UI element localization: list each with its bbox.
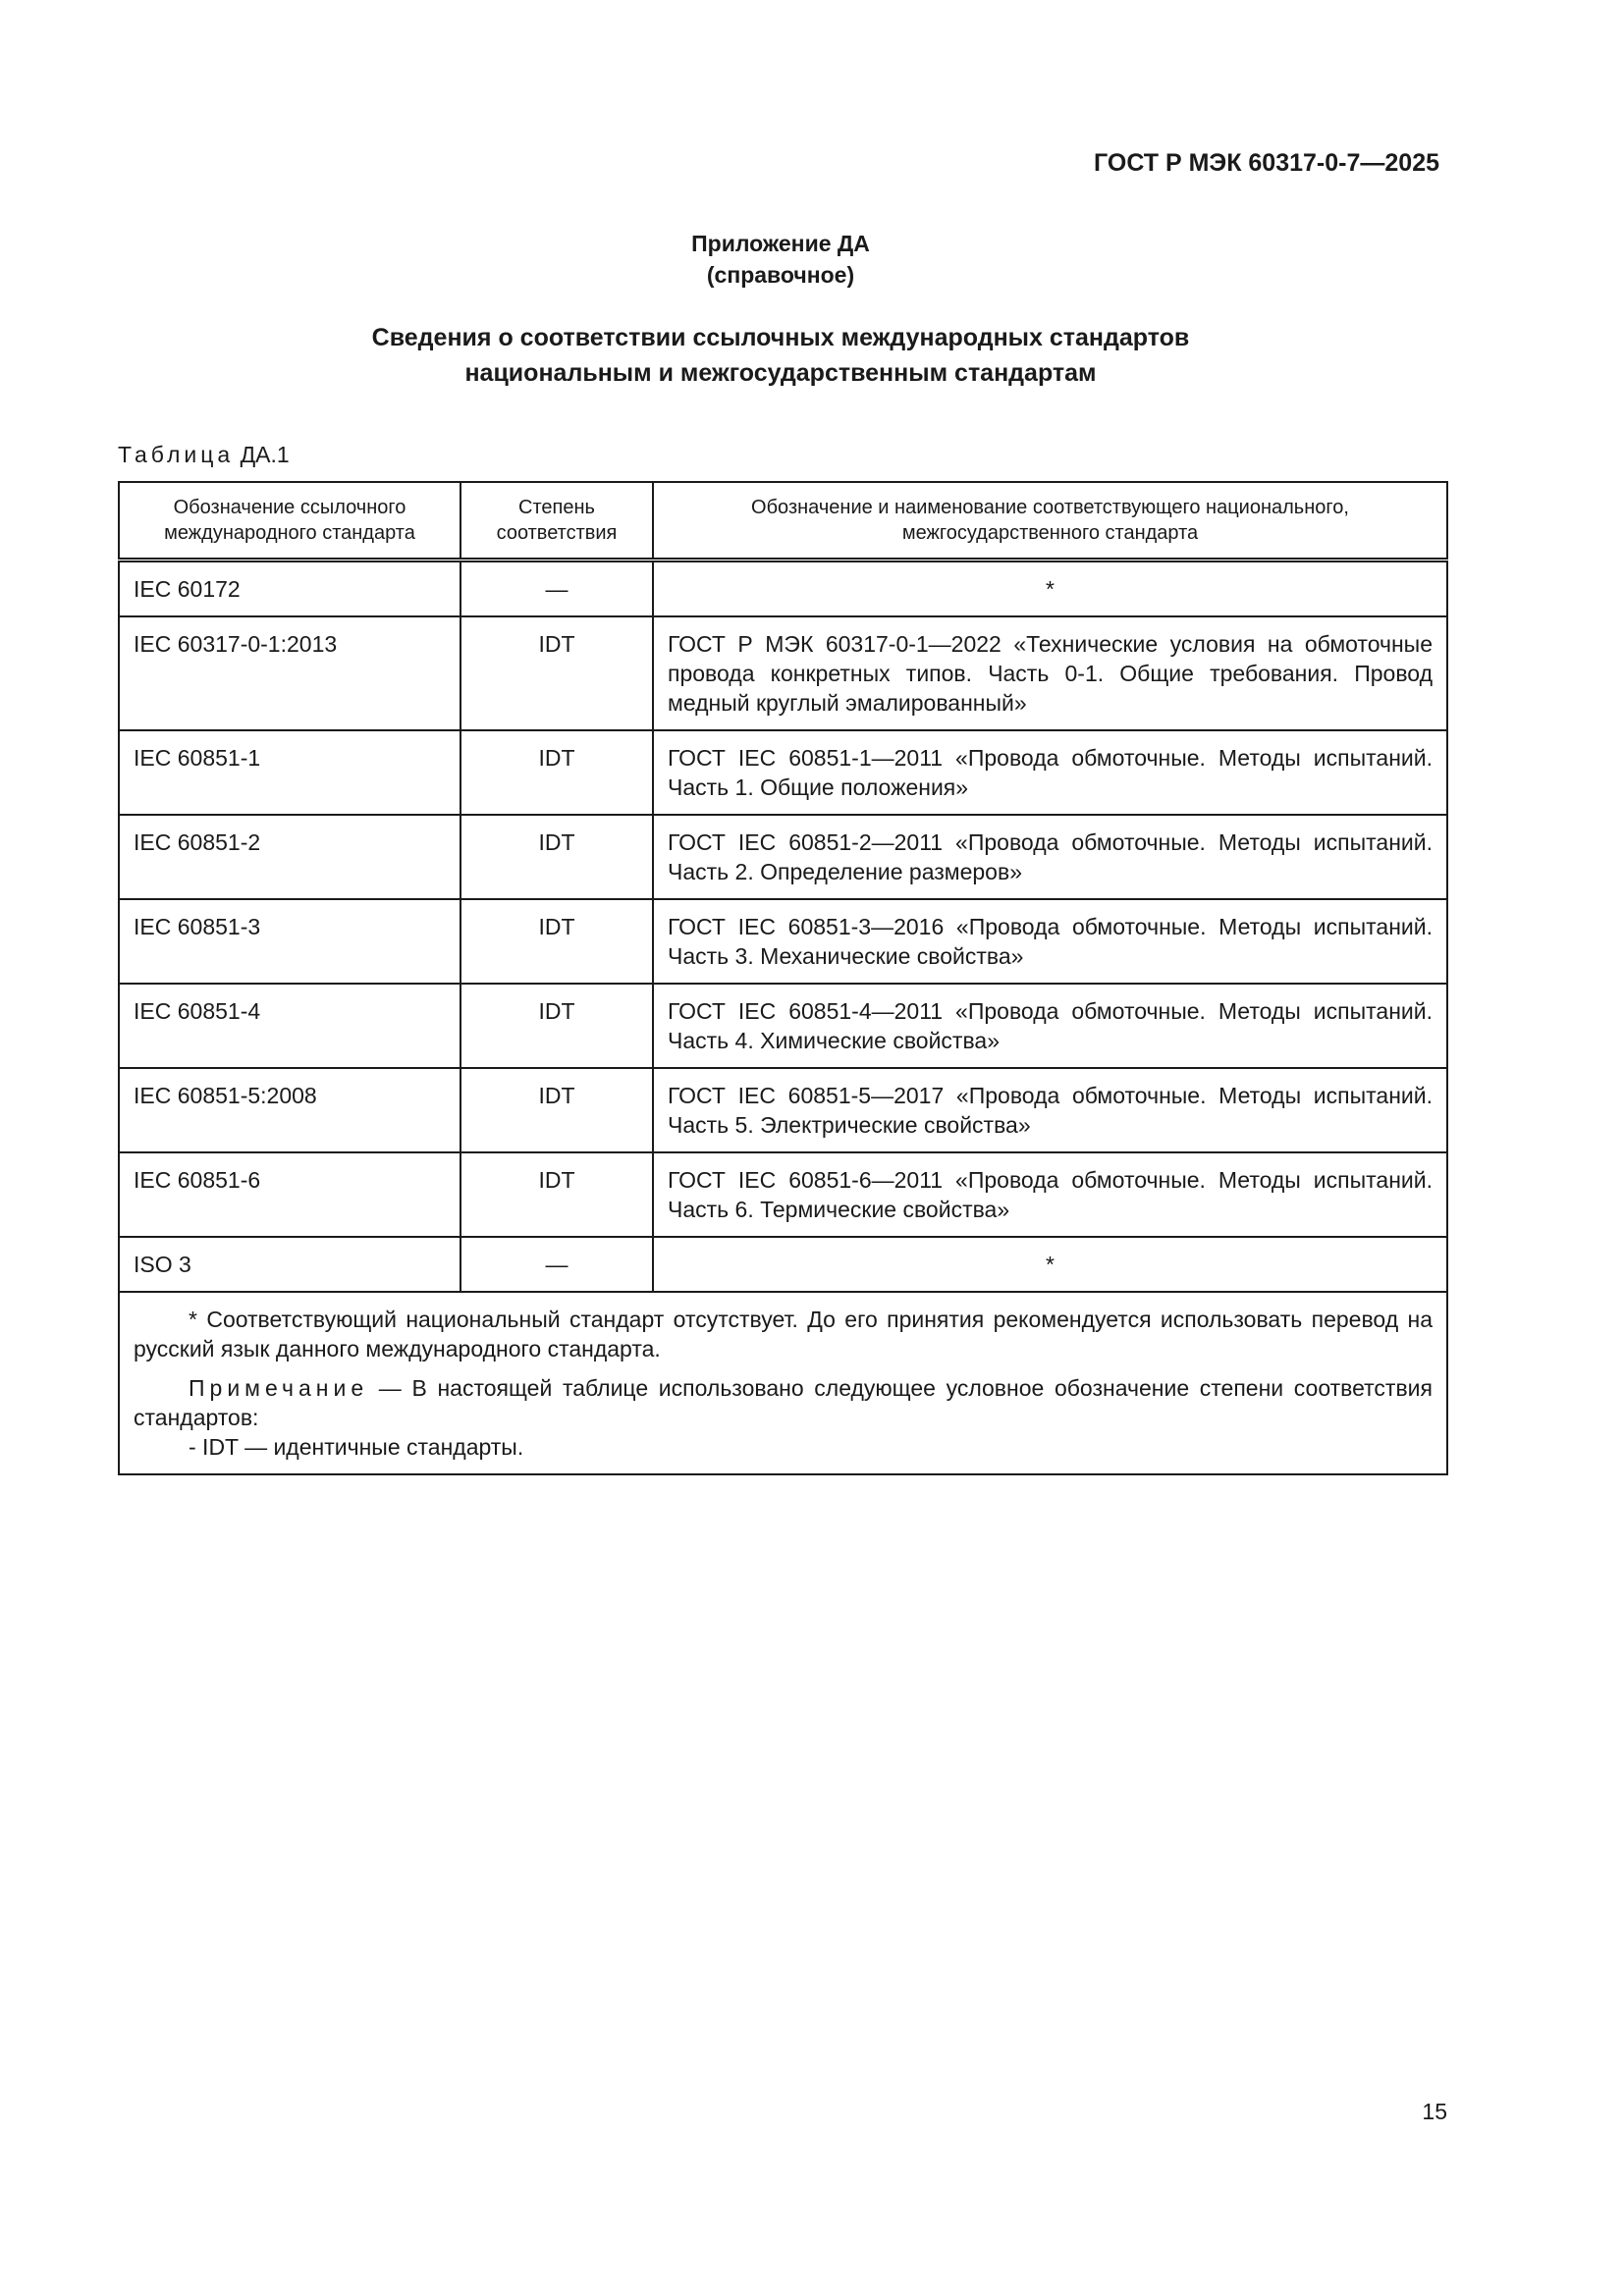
cell-degree: IDT xyxy=(460,1068,653,1152)
table-note xyxy=(134,1373,1433,1432)
cell-national: ГОСТ Р МЭК 60317-0-1—2022 «Технические условия на обмоточные провода конкретных типов. Часть 0-1. Общие требования. Провод медный круглый эмалированный» xyxy=(653,616,1447,730)
table-row xyxy=(119,561,1447,617)
annex-title-line-2: национальным и межгосударственным стандартам xyxy=(464,359,1097,387)
cell-degree: — xyxy=(460,561,653,617)
cell-degree: IDT xyxy=(460,730,653,815)
table-footnote: * Соответствующий национальный стандарт отсутствует. До его принятия рекомендуется использовать перевод на русский язык данного международного стандарта. xyxy=(134,1307,1433,1362)
table-caption-number: ДА.1 xyxy=(240,442,290,467)
table-notes xyxy=(119,1292,1447,1474)
cell-national: * xyxy=(653,561,1447,617)
cell-international: IEC 60851-2 xyxy=(119,815,460,899)
cell-national: * xyxy=(653,1237,1447,1292)
annex-label: Приложение ДА xyxy=(691,231,870,256)
table-header-row xyxy=(119,482,1447,561)
note-label: Примечание xyxy=(189,1375,369,1401)
cell-national: ГОСТ IEC 60851-6—2011 «Провода обмоточные. Методы испытаний. Часть 6. Термические свойства» xyxy=(653,1152,1447,1237)
table-caption xyxy=(118,442,290,468)
cell-degree: IDT xyxy=(460,899,653,984)
cell-national: ГОСТ IEC 60851-3—2016 «Провода обмоточные. Методы испытаний. Часть 3. Механические свойства» xyxy=(653,899,1447,984)
cell-degree: IDT xyxy=(460,815,653,899)
table-row xyxy=(119,1068,1447,1152)
annex-title-line-1: Сведения о соответствии ссылочных международных стандартов xyxy=(371,324,1190,351)
cell-international: IEC 60851-4 xyxy=(119,984,460,1068)
annex-title xyxy=(0,320,1561,391)
cell-degree: IDT xyxy=(460,1152,653,1237)
table-row xyxy=(119,1152,1447,1237)
cell-international: IEC 60851-6 xyxy=(119,1152,460,1237)
table-row xyxy=(119,616,1447,730)
table-row xyxy=(119,984,1447,1068)
page-number: 15 xyxy=(1422,2099,1447,2124)
correspondence-table xyxy=(118,481,1448,1475)
cell-degree: IDT xyxy=(460,616,653,730)
annex-heading xyxy=(0,228,1561,291)
note-text: — В настоящей таблице использовано следующее условное обозначение степени соответствия стандартов: xyxy=(134,1375,1433,1430)
cell-degree: IDT xyxy=(460,984,653,1068)
cell-international: IEC 60172 xyxy=(119,561,460,617)
table-caption-word: Таблица xyxy=(118,442,235,467)
cell-international: IEC 60851-1 xyxy=(119,730,460,815)
table-row xyxy=(119,815,1447,899)
note-item: - IDT — идентичные стандарты. xyxy=(189,1434,524,1460)
cell-degree: — xyxy=(460,1237,653,1292)
cell-international: ISO 3 xyxy=(119,1237,460,1292)
cell-international: IEC 60317-0-1:2013 xyxy=(119,616,460,730)
cell-national: ГОСТ IEC 60851-4—2011 «Провода обмоточные. Методы испытаний. Часть 4. Химические свойства» xyxy=(653,984,1447,1068)
annex-type: (справочное) xyxy=(706,262,855,288)
table-row xyxy=(119,1237,1447,1292)
cell-national: ГОСТ IEC 60851-2—2011 «Провода обмоточные. Методы испытаний. Часть 2. Определение размеров» xyxy=(653,815,1447,899)
header-national-standard: Обозначение и наименование соответствующего национального, межгосударственного стандарта xyxy=(653,482,1447,561)
document-designation: ГОСТ Р МЭК 60317-0-7—2025 xyxy=(1094,149,1439,177)
cell-national: ГОСТ IEC 60851-1—2011 «Провода обмоточные. Методы испытаний. Часть 1. Общие положения» xyxy=(653,730,1447,815)
cell-international: IEC 60851-3 xyxy=(119,899,460,984)
table-row xyxy=(119,730,1447,815)
table-row xyxy=(119,899,1447,984)
cell-international: IEC 60851-5:2008 xyxy=(119,1068,460,1152)
header-international-standard: Обозначение ссылочного международного стандарта xyxy=(119,482,460,561)
cell-national: ГОСТ IEC 60851-5—2017 «Провода обмоточные. Методы испытаний. Часть 5. Электрические свойства» xyxy=(653,1068,1447,1152)
table-notes-row xyxy=(119,1292,1447,1474)
header-degree: Степень соответствия xyxy=(460,482,653,561)
